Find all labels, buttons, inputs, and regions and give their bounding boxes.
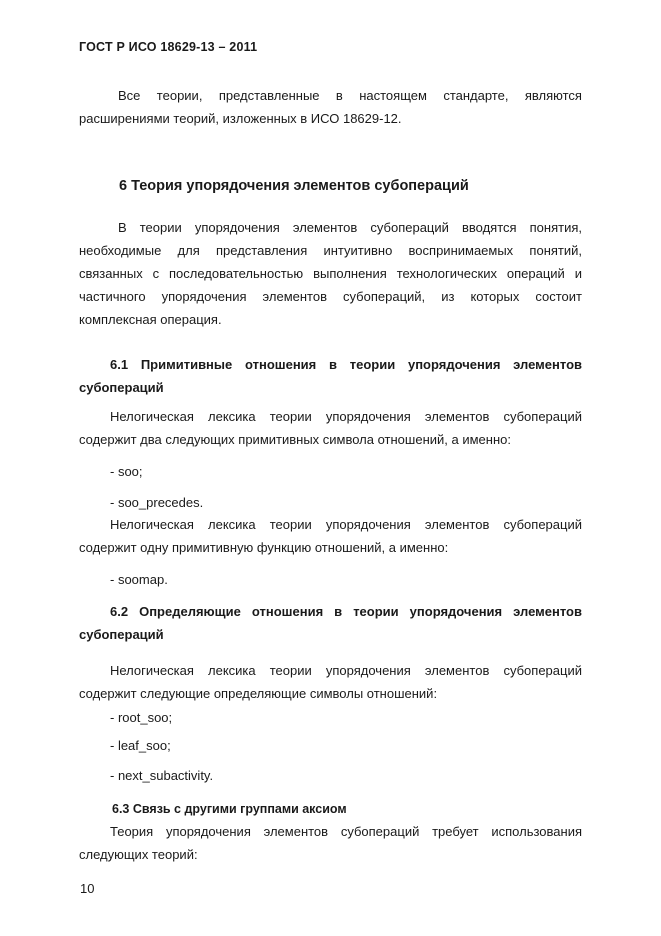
section-6-1-title-line-2: субопераций (79, 380, 164, 395)
section-6-1-para-2-line-1: Нелогическая лексика теории упорядочения элементов субопераций (110, 517, 582, 532)
intro-w5: настоящем (359, 88, 427, 103)
section-6-2-para-line-1: Нелогическая лексика теории упорядочения элементов субопераций (110, 663, 582, 678)
document-header: ГОСТ Р ИСО 18629-13 – 2011 (79, 40, 258, 54)
section-6-3-para-line-2: следующих теорий: (79, 847, 198, 862)
intro-w3: представленные (218, 88, 320, 103)
intro-line-2: расширениями теорий, изложенных в ИСО 18629-12. (79, 111, 402, 126)
section-6-title: 6 Теория упорядочения элементов субопераций (119, 178, 469, 194)
section-6-3-title: 6.3 Связь с другими группами аксиом (112, 802, 347, 816)
list-item-soo: - soo; (110, 464, 143, 479)
intro-w6: стандарте, (443, 88, 509, 103)
section-6-para-line-4: частичного упорядочения элементов субопераций, из которых состоит (79, 289, 582, 304)
section-6-para-line-2: необходимые для представления интуитивно воспринимаемых понятий, (79, 243, 582, 258)
intro-line-1 (118, 88, 582, 104)
section-6-3-para-line-1: Теория упорядочения элементов субопераций требует использования (110, 824, 582, 839)
section-6-1-para-2-line-2: содержит одну примитивную функцию отношений, а именно: (79, 540, 449, 555)
intro-w4: в (335, 88, 343, 103)
list-item-soomap: - soomap. (110, 572, 168, 587)
section-6-para-line-1: В теории упорядочения элементов субопераций вводятся понятия, (118, 220, 582, 235)
intro-w2: теории, (156, 88, 203, 103)
page-number: 10 (80, 881, 95, 896)
section-6-para-line-3: связанных с последовательностью выполнения технологических операций и (79, 266, 582, 281)
section-6-1-para-1-line-2: содержит два следующих примитивных символа отношений, а именно: (79, 432, 511, 447)
section-6-2-para-line-2: содержит следующие определяющие символы отношений: (79, 686, 438, 701)
section-6-1-title-line-1: 6.1 Примитивные отношения в теории упорядочения элементов (110, 357, 582, 372)
section-6-1-para-1-line-1: Нелогическая лексика теории упорядочения элементов субопераций (110, 409, 582, 424)
intro-w1: Все (118, 88, 141, 103)
list-item-leaf-soo: - leaf_soo; (110, 738, 171, 753)
list-item-root-soo: - root_soo; (110, 710, 173, 725)
intro-w7: являются (524, 88, 582, 103)
section-6-2-title-line-1: 6.2 Определяющие отношения в теории упорядочения элементов (110, 604, 582, 619)
list-item-next-subactivity: - next_subactivity. (110, 768, 214, 783)
section-6-para-line-5: комплексная операция. (79, 312, 222, 327)
section-6-2-title-line-2: субопераций (79, 627, 164, 642)
list-item-soo-precedes: - soo_precedes. (110, 495, 204, 510)
